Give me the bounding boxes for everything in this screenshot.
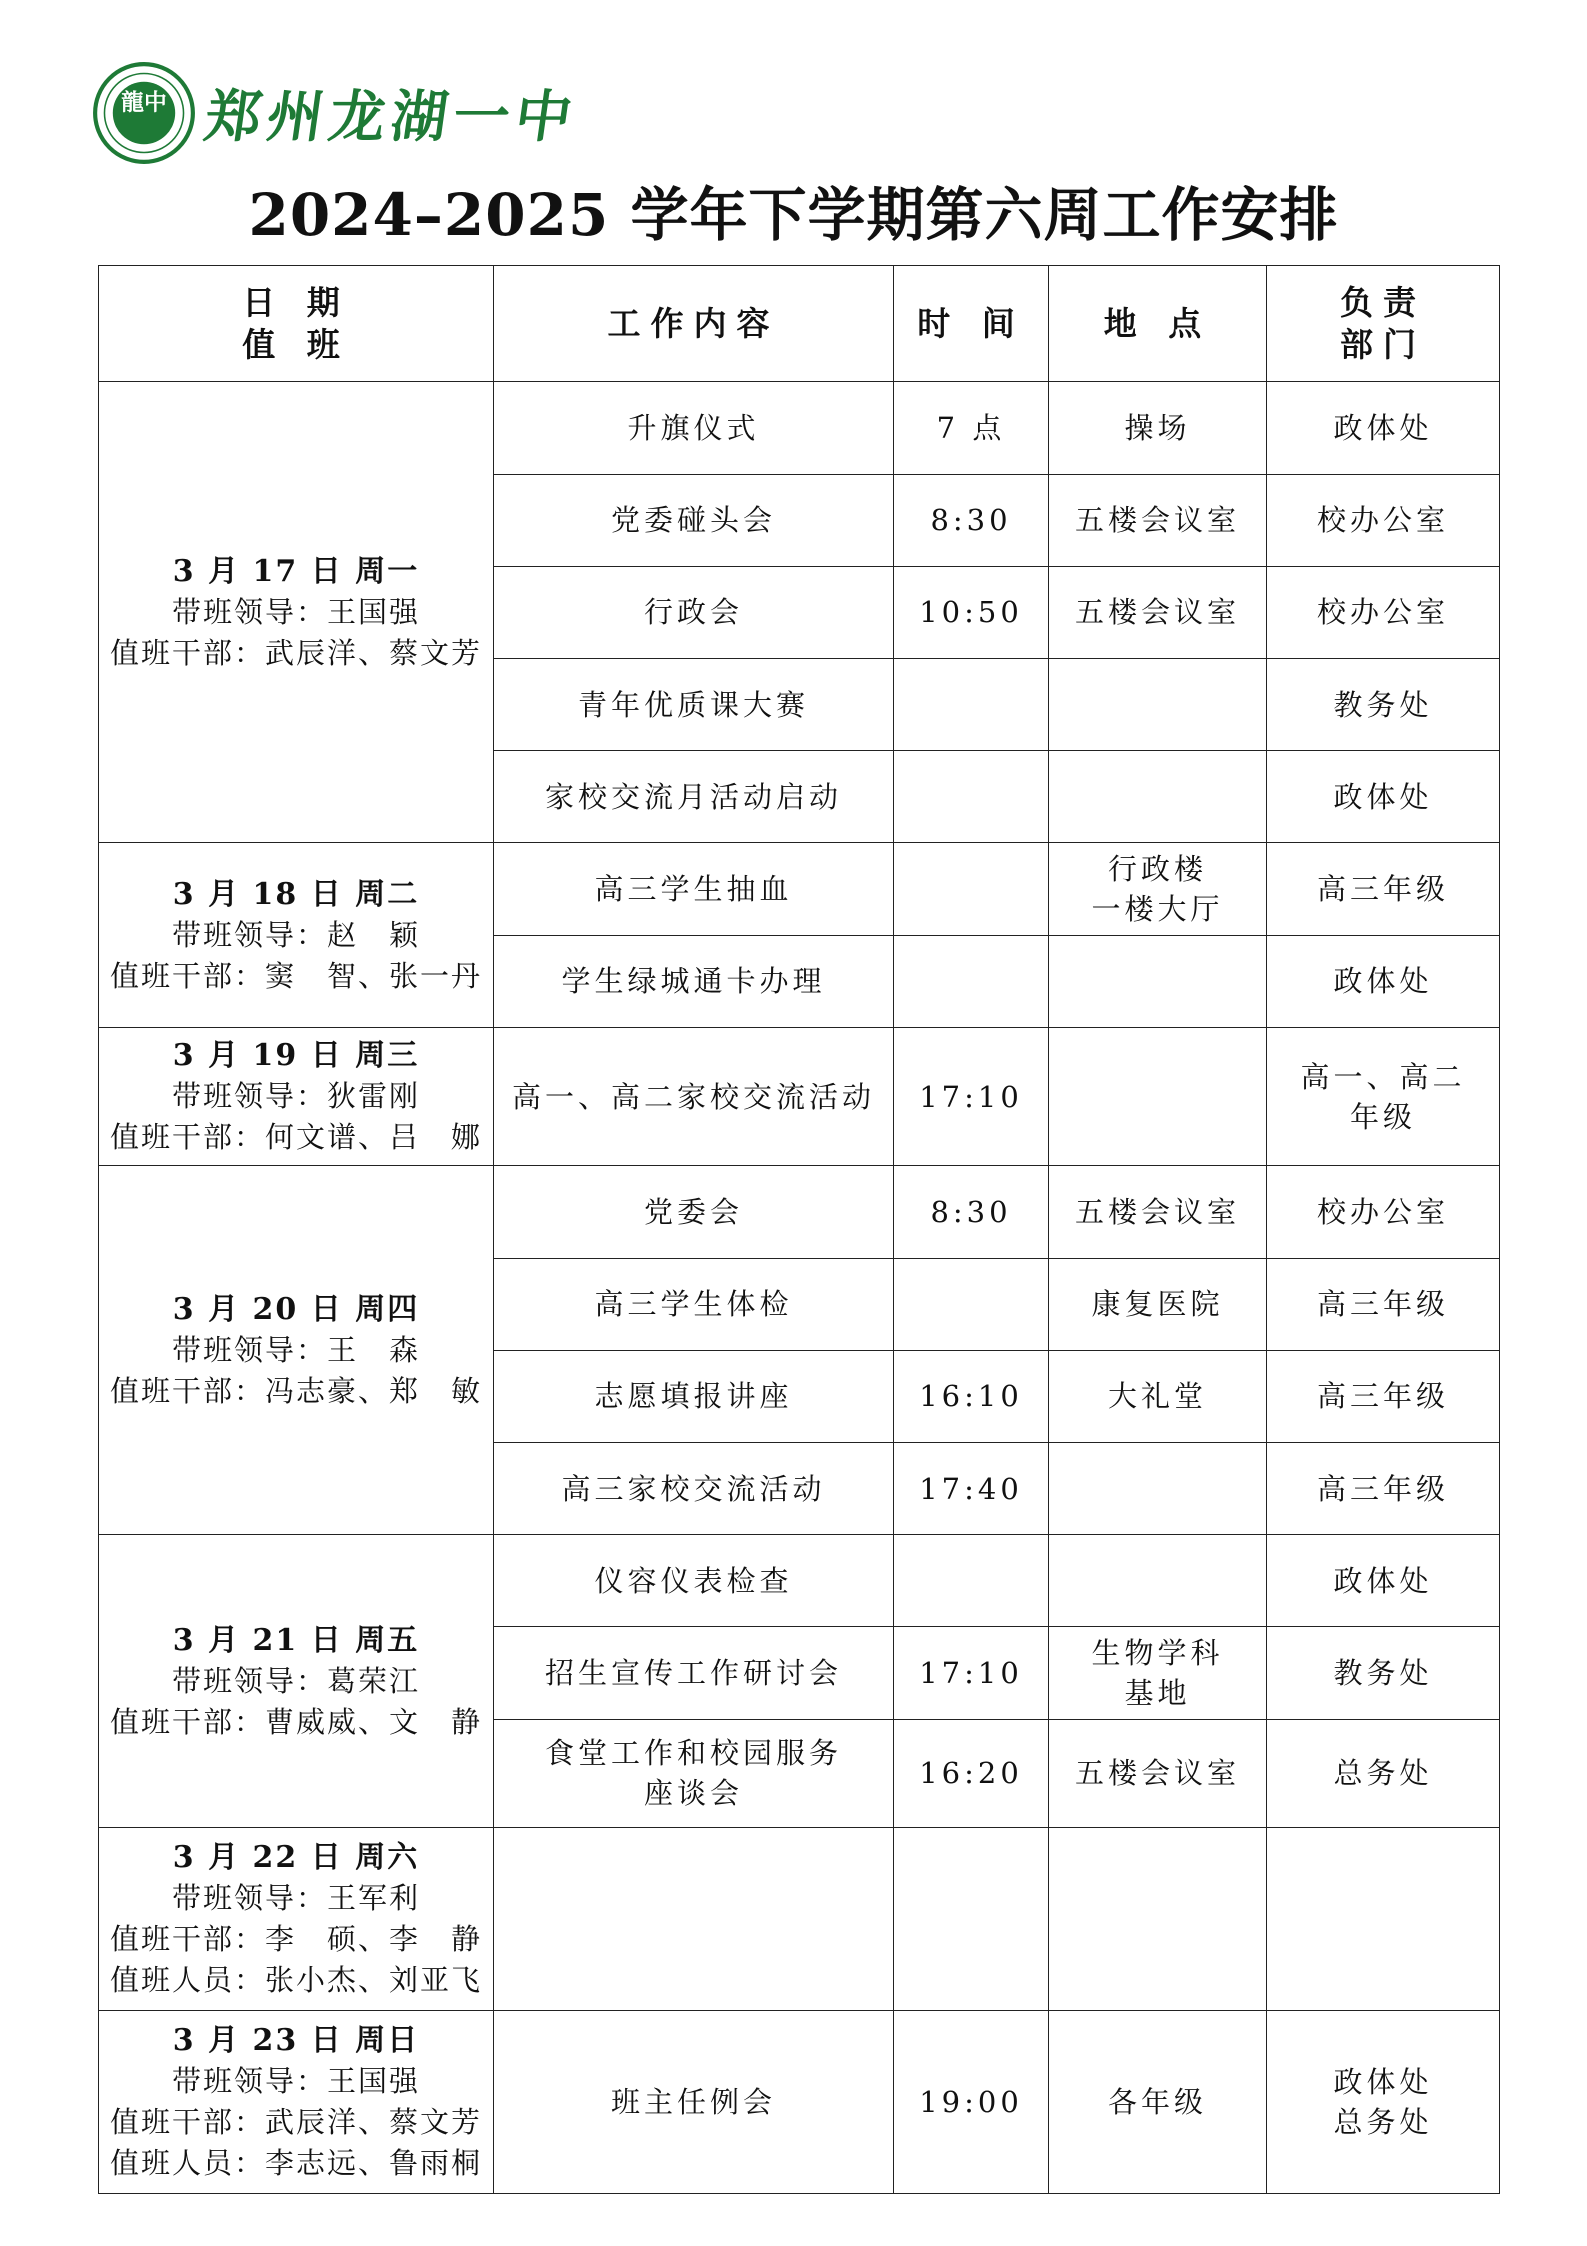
dept-cell: 总务处 <box>1267 1719 1500 1827</box>
table-row <box>99 1027 1500 1165</box>
time-cell: 16:20 <box>894 1719 1049 1827</box>
time-cell: 16:10 <box>894 1350 1049 1442</box>
header-row <box>99 266 1500 382</box>
content-cell: 高三学生体检 <box>494 1258 894 1350</box>
day-cell-mon: 3 月 17 日 周一 带班领导：王国强 值班干部：武辰洋、蔡文芳 <box>99 382 494 843</box>
place-cell: 操场 <box>1049 382 1267 474</box>
table-row <box>99 1827 1500 2010</box>
time-cell: 7 点 <box>894 382 1049 474</box>
time-cell <box>894 1258 1049 1350</box>
school-seal-icon <box>92 61 196 165</box>
content-cell: 青年优质课大赛 <box>494 659 894 751</box>
dept-cell: 政体处 总务处 <box>1267 2011 1500 2194</box>
dept-cell: 校办公室 <box>1267 474 1500 566</box>
content-cell: 升旗仪式 <box>494 382 894 474</box>
content-cell: 高三家校交流活动 <box>494 1442 894 1534</box>
content-cell: 党委碰头会 <box>494 474 894 566</box>
dept-cell: 教务处 <box>1267 659 1500 751</box>
place-cell: 各年级 <box>1049 2011 1267 2194</box>
time-cell: 8:30 <box>894 1166 1049 1258</box>
dept-cell: 政体处 <box>1267 751 1500 843</box>
dept-cell: 教务处 <box>1267 1627 1500 1719</box>
table-row <box>99 382 1500 474</box>
content-cell: 食堂工作和校园服务 座谈会 <box>494 1719 894 1827</box>
table-row <box>99 1535 1500 1627</box>
dept-cell: 政体处 <box>1267 382 1500 474</box>
place-cell <box>1049 1827 1267 2010</box>
dept-cell: 政体处 <box>1267 935 1500 1027</box>
time-cell: 17:40 <box>894 1442 1049 1534</box>
place-cell: 五楼会议室 <box>1049 1166 1267 1258</box>
time-cell: 8:30 <box>894 474 1049 566</box>
content-cell: 行政会 <box>494 566 894 658</box>
place-cell <box>1049 1535 1267 1627</box>
content-cell: 志愿填报讲座 <box>494 1350 894 1442</box>
dept-cell: 高三年级 <box>1267 843 1500 935</box>
dept-cell: 高一、高二 年级 <box>1267 1027 1500 1165</box>
time-cell: 10:50 <box>894 566 1049 658</box>
day-cell-thu: 3 月 20 日 周四 带班领导：王 森 值班干部：冯志豪、郑 敏 <box>99 1166 494 1535</box>
time-cell: 19:00 <box>894 2011 1049 2194</box>
place-cell <box>1049 1027 1267 1165</box>
table-row <box>99 2011 1500 2194</box>
day-cell-wed: 3 月 19 日 周三 带班领导：狄雷刚 值班干部：何文谱、吕 娜 <box>99 1027 494 1165</box>
content-cell: 家校交流月活动启动 <box>494 751 894 843</box>
place-cell: 五楼会议室 <box>1049 474 1267 566</box>
table-row <box>99 843 1500 935</box>
dept-cell: 高三年级 <box>1267 1442 1500 1534</box>
content-cell: 党委会 <box>494 1166 894 1258</box>
time-cell: 17:10 <box>894 1627 1049 1719</box>
time-cell <box>894 1535 1049 1627</box>
col-dept-header: 负责 部门 <box>1267 266 1500 382</box>
dept-cell: 高三年级 <box>1267 1350 1500 1442</box>
content-cell: 班主任例会 <box>494 2011 894 2194</box>
place-cell <box>1049 751 1267 843</box>
col-date-header: 日 期 值 班 <box>99 266 494 382</box>
page-title: 2024–2025 学年下学期第六周工作安排 <box>248 181 1339 249</box>
table-row <box>99 1166 1500 1258</box>
seal-glyph-top: 龍中 <box>121 89 167 116</box>
day-cell-tue: 3 月 18 日 周二 带班领导：赵 颖 值班干部：窦 智、张一丹 <box>99 843 494 1027</box>
time-cell <box>894 751 1049 843</box>
place-cell: 五楼会议室 <box>1049 1719 1267 1827</box>
place-cell <box>1049 935 1267 1027</box>
place-cell: 康复医院 <box>1049 1258 1267 1350</box>
col-place-header: 地 点 <box>1049 266 1267 382</box>
time-cell <box>894 659 1049 751</box>
time-cell <box>894 935 1049 1027</box>
time-cell <box>894 1827 1049 2010</box>
content-cell: 高三学生抽血 <box>494 843 894 935</box>
dept-cell: 政体处 <box>1267 1535 1500 1627</box>
place-cell: 生物学科 基地 <box>1049 1627 1267 1719</box>
content-cell <box>494 1827 894 2010</box>
school-name: 郑州龙湖一中 <box>200 85 582 150</box>
content-cell: 仪容仪表检查 <box>494 1535 894 1627</box>
dept-cell <box>1267 1827 1500 2010</box>
dept-cell: 校办公室 <box>1267 1166 1500 1258</box>
col-content-header: 工作内容 <box>494 266 894 382</box>
col-time-header: 时 间 <box>894 266 1049 382</box>
place-cell: 大礼堂 <box>1049 1350 1267 1442</box>
schedule-table <box>98 265 1500 2194</box>
place-cell: 五楼会议室 <box>1049 566 1267 658</box>
place-cell <box>1049 659 1267 751</box>
place-cell: 行政楼 一楼大厅 <box>1049 843 1267 935</box>
content-cell: 高一、高二家校交流活动 <box>494 1027 894 1165</box>
day-cell-fri: 3 月 21 日 周五 带班领导：葛荣江 值班干部：曹威威、文 静 <box>99 1535 494 1828</box>
content-cell: 学生绿城通卡办理 <box>494 935 894 1027</box>
day-cell-sat: 3 月 22 日 周六 带班领导：王军利 值班干部：李 硕、李 静 值班人员：张小杰、刘亚飞 <box>99 1827 494 2010</box>
school-logo <box>92 60 582 166</box>
dept-cell: 高三年级 <box>1267 1258 1500 1350</box>
content-cell: 招生宣传工作研讨会 <box>494 1627 894 1719</box>
dept-cell: 校办公室 <box>1267 566 1500 658</box>
place-cell <box>1049 1442 1267 1534</box>
time-cell <box>894 843 1049 935</box>
time-cell: 17:10 <box>894 1027 1049 1165</box>
day-cell-sun: 3 月 23 日 周日 带班领导：王国强 值班干部：武辰洋、蔡文芳 值班人员：李志远、鲁雨桐 <box>99 2011 494 2194</box>
